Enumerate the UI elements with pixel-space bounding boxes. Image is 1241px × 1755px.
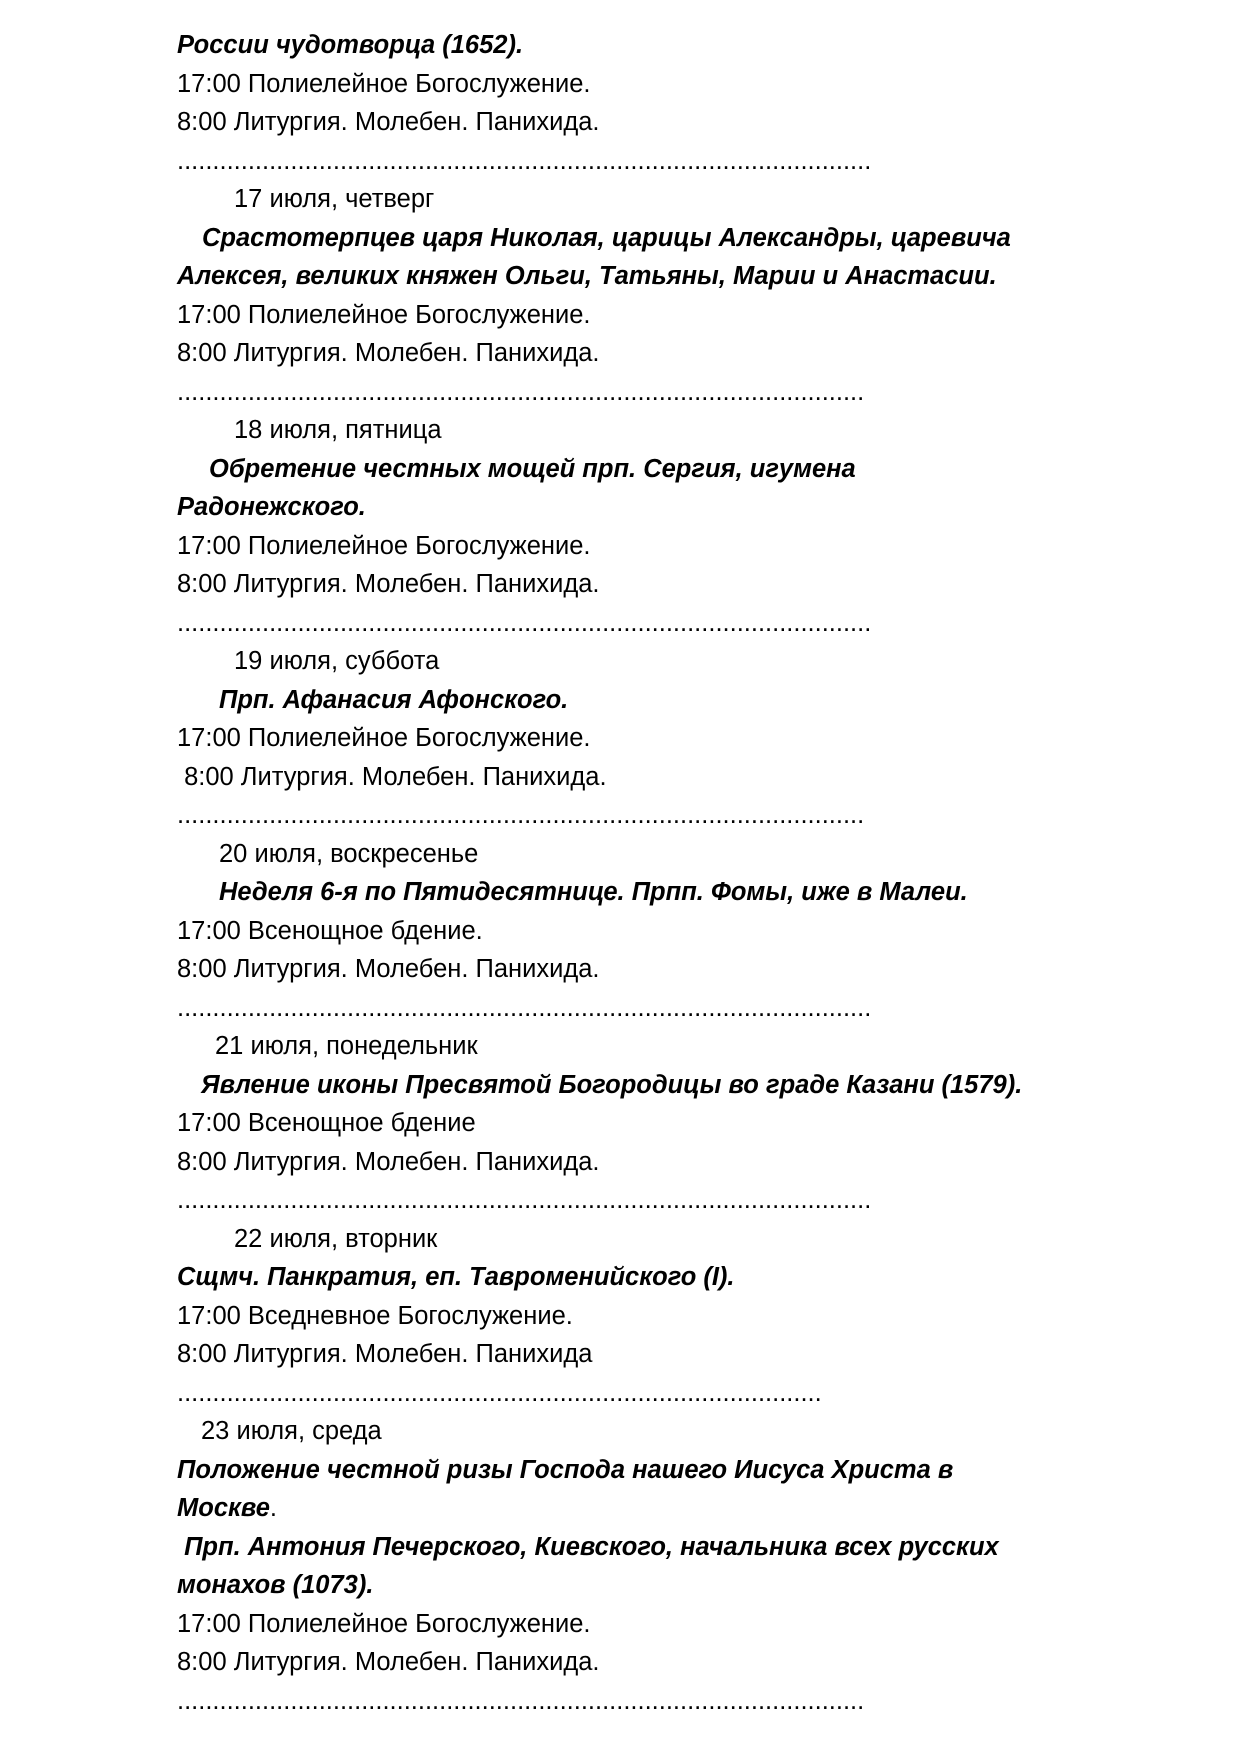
separator: .................................................................................................. <box>177 993 872 1022</box>
service-line: 17:00 Полиелейное Богослужение. <box>177 300 591 329</box>
day-title: Положение честной ризы Господа нашего Иисуса Христа в <box>177 1455 954 1484</box>
service-line: 8:00 Литургия. Молебен. Панихида. <box>177 1147 600 1176</box>
service-line: 17:00 Полиелейное Богослужение. <box>177 1609 591 1638</box>
service-line: 17:00 Полиелейное Богослужение. <box>177 724 591 752</box>
day-date: 23 июля, среда <box>201 1417 382 1445</box>
day-date: 18 июля, пятница <box>234 416 442 444</box>
day-title: Сщмч. Панкратия, еп. Тавроменийского (I). <box>177 1263 735 1291</box>
day-title: Москве <box>177 1494 270 1522</box>
day-title: Неделя 6-я по Пятидесятнице. Прпп. Фомы, иже в Малеи. <box>219 878 968 906</box>
day-date: 21 июля, понедельник <box>215 1032 478 1060</box>
day-title: Алексея, великих княжен Ольги, Татьяны, Марии и Анастасии. <box>177 262 997 290</box>
day-date: 17 июля, четверг <box>234 185 435 213</box>
day-date: 22 июля, вторник <box>234 1224 438 1253</box>
separator: .................................................................................................. <box>177 608 872 637</box>
service-line: 8:00 Литургия. Молебен. Панихида. <box>177 570 600 598</box>
day-title: Прп. Афанасия Афонского. <box>219 685 569 714</box>
separator: ................................................................................................. <box>177 801 865 829</box>
day-title: Срастотерпцев царя Николая, царицы Александры, царевича <box>202 223 1011 252</box>
service-line: 8:00 Литургия. Молебен. Панихида <box>177 1340 593 1368</box>
day-title: Радонежского. <box>177 493 366 521</box>
service-line: 8:00 Литургия. Молебен. Панихида. <box>177 762 607 791</box>
service-line: 17:00 Вседневное Богослужение. <box>177 1301 573 1330</box>
service-line: 8:00 Литургия. Молебен. Панихида. <box>177 955 600 983</box>
day-title: монахов (1073). <box>177 1571 374 1599</box>
separator: ................................................................................................. <box>177 377 865 406</box>
service-line: 17:00 Всенощное бдение <box>177 1109 476 1137</box>
separator: ........................................................................................... <box>177 1378 822 1407</box>
service-line: 17:00 Всенощное бдение. <box>177 916 483 945</box>
intro-title: России чудотворца (1652). <box>177 31 524 59</box>
day-title: Обретение честных мощей прп. Сергия, игумена <box>209 454 856 483</box>
service-line: 8:00 Литургия. Молебен. Панихида. <box>177 108 600 136</box>
day-date: 20 июля, воскресенье <box>219 839 479 868</box>
day-title-row <box>177 1489 1187 1528</box>
day-title: Прп. Антония Печерского, Киевского, начальника всех русских <box>177 1532 999 1561</box>
schedule-page <box>177 26 1187 1720</box>
day-title: Явление иконы Пресвятой Богородицы во граде Казани (1579). <box>201 1070 1023 1099</box>
service-line: 8:00 Литургия. Молебен. Панихида. <box>177 1648 600 1676</box>
day-date: 19 июля, суббота <box>234 647 440 675</box>
service-line: 8:00 Литургия. Молебен. Панихида. <box>177 339 600 367</box>
service-line: 17:00 Полиелейное Богослужение. <box>177 69 591 98</box>
trailing-dot: . <box>269 1494 277 1522</box>
service-line: 17:00 Полиелейное Богослужение. <box>177 531 591 560</box>
separator: .................................................................................................. <box>177 1186 872 1214</box>
separator: .................................................................................................. <box>177 146 872 175</box>
separator: ................................................................................................. <box>177 1686 865 1715</box>
